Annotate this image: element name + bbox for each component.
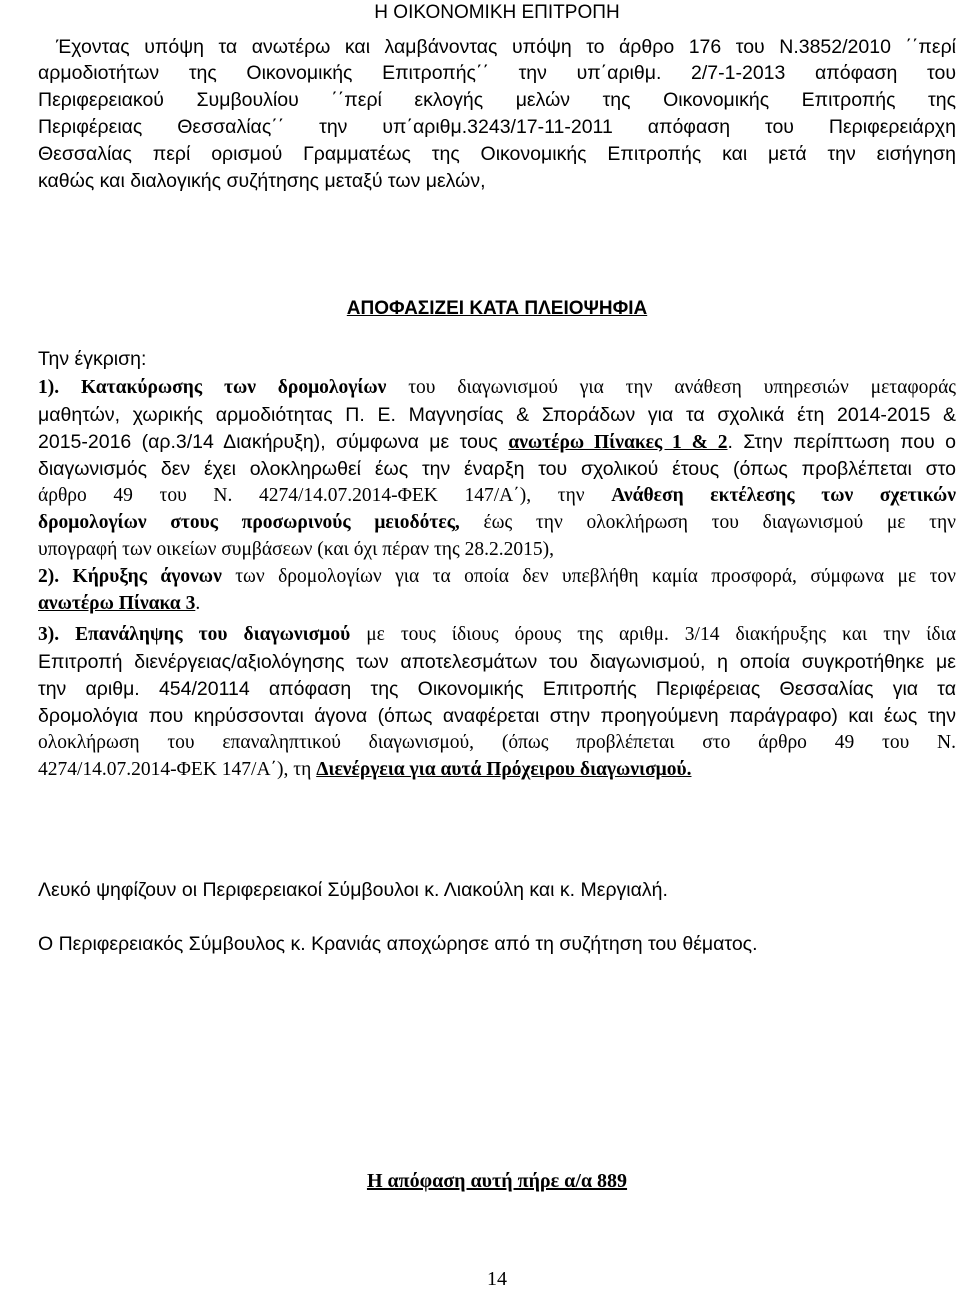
item3-line-2: Επιτροπή διενέργειας/αξιολόγησης των αποτελεσμάτων του διαγωνισμού, η οποία συγκροτήθηκε με [38,651,956,673]
item1-text: του διαγωνισμού για την ανάθεση υπηρεσιών μεταφοράς [386,377,957,398]
item1-l6-text: έως την ολοκλήρωση του διαγωνισμού με την [459,512,956,533]
item2-line-1 [38,564,956,590]
item1-line-2: μαθητών, χωρικής αρμοδιότητας Π. Ε. Μαγνησίας & Σποράδων για τα σχολικά έτη 2014-2015 & [38,404,956,426]
item3-number: 3). [38,624,60,645]
decision-heading: ΑΠΟΦΑΣΙΖΕΙ ΚΑΤΑ ΠΛΕΙΟΨΗΦΙΑ [346,298,648,319]
page-number: 14 [487,1268,507,1290]
item3-line-6 [38,757,956,783]
item1-bold: Κατακύρωσης των δρομολογίων [81,377,387,398]
item2-number: 2). [38,566,60,587]
preamble-line-6: καθώς και διαλογικής συζήτησης μεταξύ των μελών, [38,170,486,192]
item1-line-1 [38,375,956,401]
item1-line-4: διαγωνισμός δεν έχει ολοκληρωθεί έως την έναρξη του σχολικού έτους (όπως προβλέπεται στο [38,458,956,480]
preamble-line-4: Περιφέρειας Θεσσαλίας΄΄ την υπ΄αριθμ.3243/17-11-2011 απόφαση του Περιφερειάρχη [38,116,956,138]
item3-line-1 [38,622,956,648]
preamble-line-5: Θεσσαλίας περί ορισμού Γραμματέως της Οικονομικής Επιτροπής και μετά την εισήγηση [38,143,956,165]
preamble-line-1: Έχοντας υπόψη τα ανωτέρω και λαμβάνοντας υπόψη το άρθρο 176 του Ν.3852/2010 ΄΄περί [56,36,956,58]
committee-title: Η ΟΙΚΟΝΟΜΙΚΗ ΕΠΙΤΡΟΠΗ [374,2,620,23]
preamble-line-3: Περιφερειακού Συμβουλίου ΄΄περί εκλογής μελών της Οικονομικής Επιτροπής της [38,89,956,111]
approval-label: Την έγκριση: [38,348,147,370]
item1-assignment: Ανάθεση εκτέλεσης των σχετικών [611,485,956,506]
item3-l6-text: 4274/14.07.2014-ΦΕΚ 147/Α΄), τη [38,759,317,780]
item2-end: . [195,593,201,614]
item3-line-5: ολοκλήρωση του επαναληπτικού διαγωνισμού, (όπως προβλέπεται στο άρθρο 49 του Ν. [38,732,956,753]
item2-bold: Κήρυξης άγονων [59,566,222,587]
item3-line-4: δρομολόγια που κηρύσσονται άγονα (όπως αναφέρεται στην προηγούμενη παράγραφο) και έως την [38,705,956,727]
item3-text: με τους ίδιους όρους της αριθμ. 3/14 διακήρυξης και την ίδια [350,624,956,645]
item1-tables-ref: ανωτέρω Πίνακες 1 & 2 [508,432,728,453]
item2-line-2 [38,591,956,617]
item1-line-5 [38,483,956,509]
item1-l3-text: 2015-2016 (αρ.3/14 Διακήρυξη), σύμφωνα με τους [38,431,509,453]
item3-line-3: την αριθμ. 454/20114 απόφαση της Οικονομικής Επιτροπής Περιφέρειας Θεσσαλίας για τα [38,678,956,700]
document-page [38,0,956,1295]
item2-text: των δρομολογίων για τα οποία δεν υπεβλήθη καμία προσφορά, σύμφωνα με τον [221,566,956,587]
item1-l3-tail: . Στην περίπτωση που ο [727,431,956,453]
withdrawal-note: Ο Περιφερειακός Σύμβουλος κ. Κρανιάς αποχώρησε από τη συζήτηση του θέματος. [38,933,758,955]
decision-number: Η απόφαση αυτή πήρε α/α 889 [366,1170,628,1192]
item1-number: 1). [38,377,60,398]
item1-temporary: δρομολογίων στους προσωρινούς μειοδότες, [38,512,460,533]
preamble-line-2: αρμοδιοτήτων της Οικονομικής Επιτροπής΄΄ την υπ΄αριθμ. 2/7-1-2013 απόφαση του [38,62,956,84]
item1-line-7: υπογραφή των οικείων συμβάσεων (και όχι πέραν της 28.2.2015), [38,539,554,560]
item3-bold: Επανάληψης του διαγωνισμού [59,624,351,645]
blank-votes: Λευκό ψηφίζουν οι Περιφερειακοί Σύμβουλοι κ. Λιακούλη και κ. Μεργιαλή. [38,879,668,901]
item2-table-ref: ανωτέρω Πίνακα 3 [38,593,196,614]
item1-line-6 [38,510,956,536]
item1-line-3 [38,429,956,455]
item1-l5-text: άρθρο 49 του Ν. 4274/14.07.2014-ΦΕΚ 147/Α΄), την [38,485,612,506]
item3-informal-tender: Διενέργεια για αυτά Πρόχειρου διαγωνισμού. [316,759,692,780]
